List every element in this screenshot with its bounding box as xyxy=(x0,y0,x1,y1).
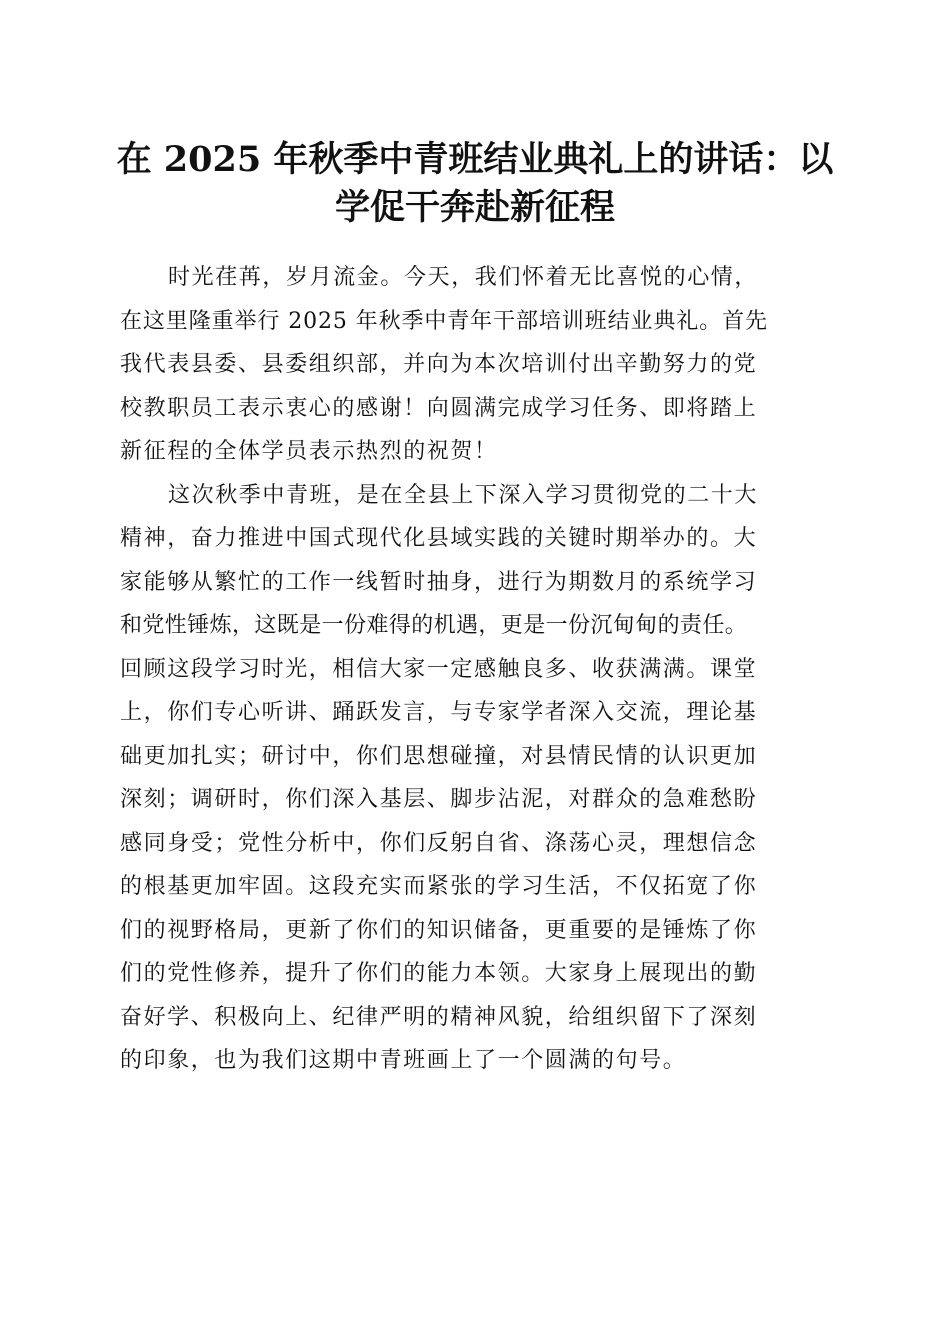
text-line: 时光荏苒，岁月流金。今天，我们怀着无比喜悦的心情， xyxy=(168,265,759,290)
paragraph-review xyxy=(120,474,826,1083)
text-line: 校教职员工表示衷心的感谢！向圆满完成学习任务、即将踏上 xyxy=(120,395,758,421)
document-body xyxy=(120,256,826,1083)
text-line: 家能够从繁忙的工作一线暂时抽身，进行为期数月的系统学习 xyxy=(120,569,758,595)
text-line: 们的视野格局，更新了你们的知识储备，更重要的是锤炼了你 xyxy=(120,917,758,943)
text-line: 的印象，也为我们这期中青班画上了一个圆满的句号。 xyxy=(120,1048,687,1073)
title-line: 在 2025 年秋季中青班结业典礼上的讲话：以 xyxy=(116,139,834,180)
text-line: 奋好学、积极向上、纪律严明的精神风貌，给组织留下了深刻 xyxy=(120,1004,758,1030)
text-line: 这次秋季中青班，是在全县上下深入学习贯彻党的二十大 xyxy=(168,482,759,508)
paragraph-opening xyxy=(120,256,826,474)
text-line: 新征程的全体学员表示热烈的祝贺！ xyxy=(120,439,498,464)
text-line: 深刻；调研时，你们深入基层、脚步沾泥，对群众的急难愁盼 xyxy=(120,787,758,812)
title-line: 学促干奔赴新征程 xyxy=(334,187,615,228)
text-line: 在这里隆重举行 2025 年秋季中青年干部培训班结业典礼。首先 xyxy=(120,308,768,334)
text-line: 精神，奋力推进中国式现代化县域实践的关键时期举办的。大 xyxy=(120,526,758,551)
text-line: 和党性锤炼，这既是一份难得的机遇，更是一份沉甸甸的责任。 xyxy=(120,613,748,638)
text-line: 的根基更加牢固。这段充实而紧张的学习生活，不仅拓宽了你 xyxy=(120,874,758,899)
text-line: 我代表县委、县委组织部，并向为本次培训付出辛勤努力的党 xyxy=(120,352,758,377)
text-line: 感同身受；党性分析中，你们反躬自省、涤荡心灵，理想信念 xyxy=(120,830,758,856)
document-title xyxy=(110,136,840,232)
text-line: 回顾这段学习时光，相信大家一定感触良多、收获满满。课堂 xyxy=(120,656,758,682)
text-line: 们的党性修养，提升了你们的能力本领。大家身上展现出的勤 xyxy=(120,961,758,986)
text-line: 上，你们专心听讲、踊跃发言，与专家学者深入交流，理论基 xyxy=(120,700,758,725)
text-line: 础更加扎实；研讨中，你们思想碰撞，对县情民情的认识更加 xyxy=(120,743,758,769)
